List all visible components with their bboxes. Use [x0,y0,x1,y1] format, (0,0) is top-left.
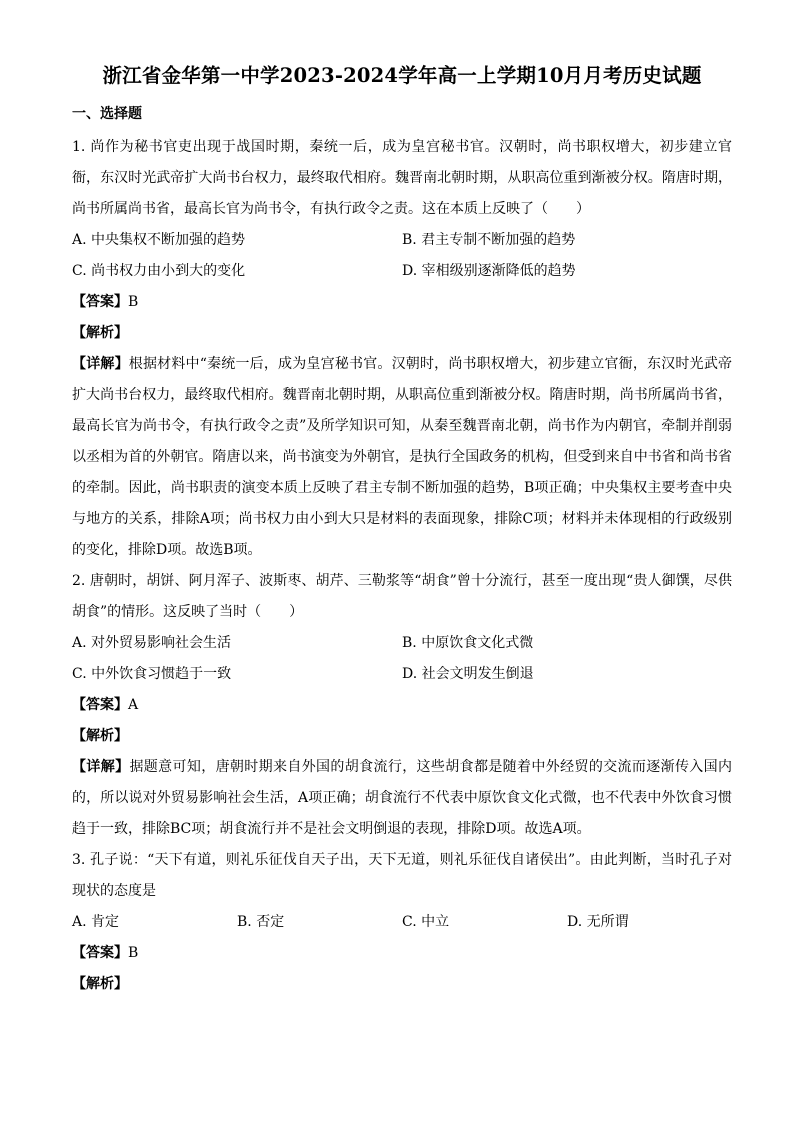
question-stem: 1. 尚作为秘书官吏出现于战国时期，秦统一后，成为皇宫秘书官。汉朝时，尚书职权增大，初步建立官衙，东汉时光武帝扩大尚书台权力，最终取代相府。魏晋南北朝时期，从职高位重到渐被分权。隋唐时期，尚书所属尚书省，最高长官为尚书令，有执行政令之责。这在本质上反映了（ ） [72,139,732,217]
detail-text: 根据材料中“秦统一后，成为皇宫秘书官。汉朝时，尚书职权增大，初步建立官衙，东汉时光武帝扩大尚书台权力，最终取代相府。魏晋南北朝时期，从职高位重到渐被分权。隋唐时期，尚书所属尚书省，最高长官为尚书令，有执行政令之责”及所学知识可知，从秦至魏晋南北朝，尚书作为内朝官，牵制并削弱以丞相为首的外朝官。隋唐以来，尚书演变为外朝官，是执行全国政务的机构，但受到来自中书省和尚书省的牵制。因此，尚书职责的演变本质上反映了君主专制不断加强的趋势，B项正确；中央集权主要考查中央与地方的关系，排除A项；尚书权力由小到大只是材料的表面现象，排除C项；材料并未体现相的行政级别的变化，排除D项。故选B项。 [72,356,733,558]
answer-value: B [128,945,139,961]
answer-label: 【答案】 [72,697,128,713]
option-d: D. 宰相级别逐渐降低的趋势 [402,263,576,279]
question-stem: 3. 孔子说：“天下有道，则礼乐征伐自天子出，天下无道，则礼乐征伐自诸侯出”。由此判断，当时孔子对现状的态度是 [72,852,732,899]
option-d: D. 无所谓 [567,914,629,930]
answer-label: 【答案】 [72,294,128,310]
detail-label: 【详解】 [72,356,129,372]
question-1 [72,132,732,566]
option-c: C. 中立 [402,914,450,930]
option-a: A. 中央集权不断加强的趋势 [72,232,246,248]
option-a: A. 对外贸易影响社会生活 [72,635,232,651]
answer-line [72,690,732,721]
analysis-label: 【解析】 [72,976,128,992]
analysis-line [72,721,732,752]
page-title: 浙江省金华第一中学2023-2024学年高一上学期10月月考历史试题 [102,64,702,87]
option-d: D. 社会文明发生倒退 [402,666,534,682]
options-list [72,907,732,938]
detail-label: 【详解】 [72,759,130,775]
answer-value: A [128,697,139,713]
option-b: B. 否定 [237,914,285,930]
analysis-line [72,318,732,349]
option-a: A. 肯定 [72,914,120,930]
answer-label: 【答案】 [72,945,128,961]
question-3 [72,845,732,1000]
detail-paragraph [72,752,732,845]
options-list [72,225,732,287]
analysis-label: 【解析】 [72,325,128,341]
option-c: C. 中外饮食习惯趋于一致 [72,666,232,682]
answer-line [72,287,732,318]
detail-paragraph [72,349,732,566]
answer-line [72,938,732,969]
option-b: B. 君主专制不断加强的趋势 [402,232,576,248]
analysis-label: 【解析】 [72,728,128,744]
detail-text: 据题意可知，唐朝时期来自外国的胡食流行，这些胡食都是随着中外经贸的交流而逐渐传入国内的，所以说对外贸易影响社会生活，A项正确；胡食流行不代表中原饮食文化式微，也不代表中外饮食习惯趋于一致，排除BC项；胡食流行并不是社会文明倒退的表现，排除D项。故选A项。 [72,759,733,837]
answer-value: B [128,294,139,310]
option-b: B. 中原饮食文化式微 [402,635,534,651]
analysis-line [72,969,732,1000]
question-stem: 2. 唐朝时，胡饼、阿月浑子、波斯枣、胡芹、三勒浆等“胡食”曾十分流行，甚至一度出现“贵人御馔，尽供胡食”的情形。这反映了当时（ ） [72,573,732,620]
question-2 [72,566,732,845]
options-list [72,628,732,690]
section-heading: 一、选择题 [72,106,142,122]
document-page [72,62,732,1000]
option-c: C. 尚书权力由小到大的变化 [72,263,246,279]
